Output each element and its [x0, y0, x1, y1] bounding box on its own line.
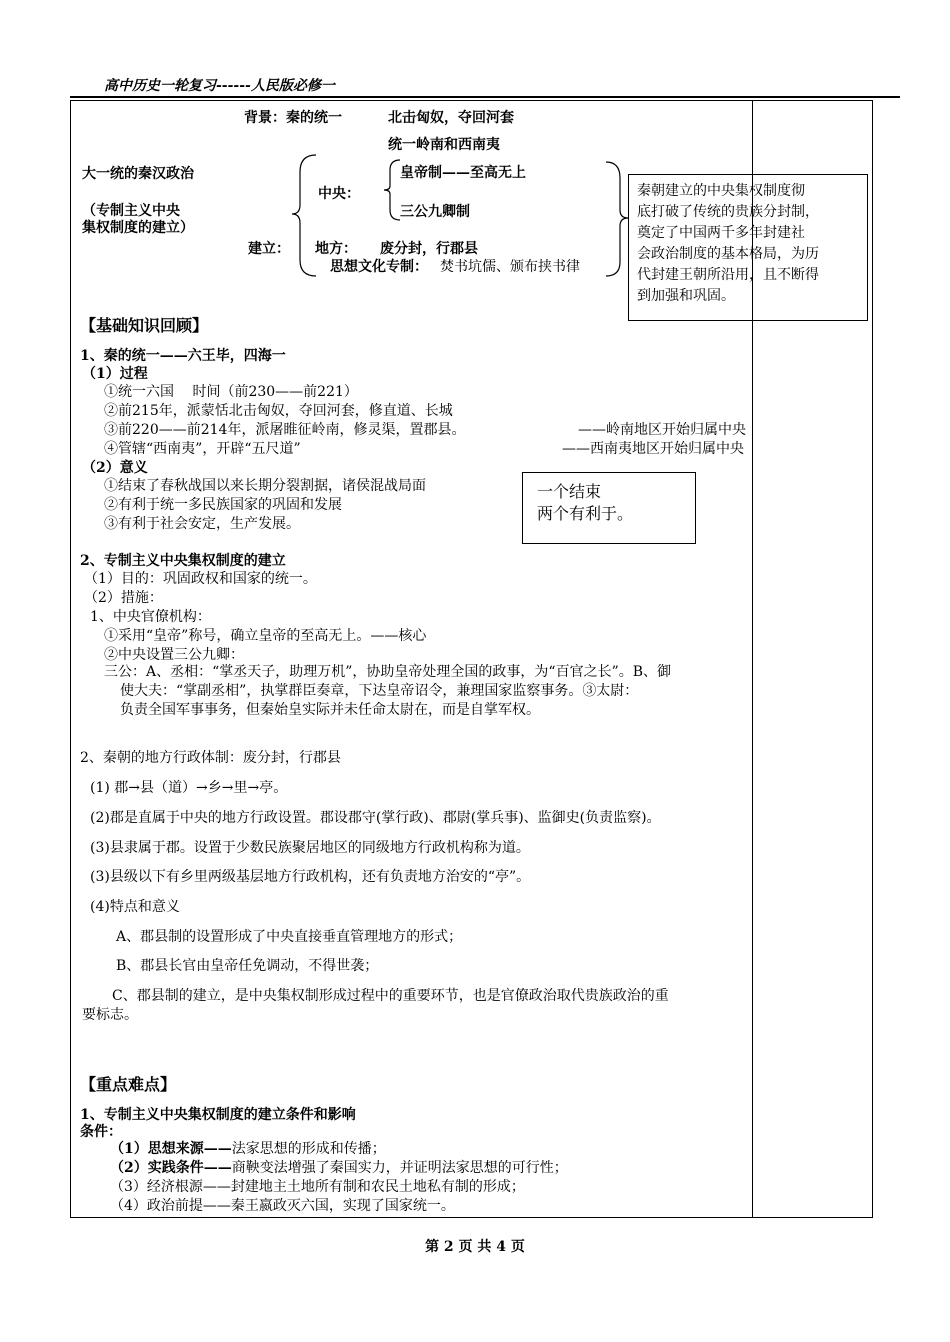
process-item: ②前215年，派蒙恬北击匈奴，夺回河套，修直道、长城: [104, 403, 453, 419]
summary-line: 底打破了传统的贵族分封制，: [637, 204, 819, 220]
establish-label: 建立：: [248, 241, 290, 257]
condition-text: 商鞅变法增强了秦国实力，并证明法家思想的可行性；: [231, 1160, 568, 1176]
diagram-subtitle-line1: （专制主义中央: [82, 203, 180, 219]
significance-item: ②有利于统一多民族国家的巩固和发展: [104, 497, 342, 513]
significance-item: ③有利于社会安定，生产发展。: [104, 516, 300, 532]
summary-box-central-system: [628, 174, 868, 321]
local-label: 地方：: [315, 241, 357, 257]
summary-line: 两个有利于。: [537, 504, 634, 523]
brace-large-left: [292, 155, 316, 276]
central-measure-emperor: ①采用“皇帝”称号，确立皇帝的至高无上。——核心: [104, 628, 427, 644]
process-item: ④管辖“西南夷”，开辟“五尺道”: [104, 441, 301, 457]
process-item: ①统一六国 时间（前230——前221）: [104, 384, 358, 400]
key-question-title: 1、专制主义中央集权制度的建立条件和影响: [80, 1107, 356, 1123]
brace-right: [606, 162, 628, 276]
local-system-feature-cont: 要标志。: [82, 1007, 138, 1023]
condition-text: 法家思想的形成和传播；: [231, 1141, 386, 1157]
local-text: 废分封，行郡县: [380, 241, 478, 257]
condition-item: （3）经济根源——封建地主土地所有制和农民土地私有制的形成；: [110, 1179, 525, 1195]
sangong-description-line: 三公：A、丞相：“掌丞天子，助理万机”，协助皇帝处理全国的政事，为“百官之长”。B、御: [104, 664, 672, 680]
significance-label: （2）意义: [82, 460, 148, 476]
local-system-feature: C、郡县制的建立，是中央集权制形成过程中的重要环节，也是官僚政治取代贵族政治的重: [112, 988, 669, 1004]
question-unification-title: 1、秦的统一——六王毕，四海一: [80, 348, 286, 364]
local-system-item: (3)县隶属于郡。设置于少数民族聚居地区的同级地方行政机构称为道。: [90, 840, 530, 856]
local-system-item: (2)郡是直属于中央的地方行政设置。郡设郡守(掌行政)、郡尉(掌兵事)、监御史(负责监察)。: [90, 810, 661, 826]
diagram-subtitle-line2: 集权制度的建立）: [82, 220, 194, 236]
summary-line: 会政治制度的基本格局，为历: [637, 246, 819, 262]
summary-box-significance: [522, 472, 696, 544]
brace-central: [384, 160, 400, 220]
section2-purpose: （1）目的：巩固政权和国家的统一。: [84, 571, 317, 587]
section-heading-key-points: 【重点难点】: [80, 1075, 177, 1094]
process-note-lingnan: ——岭南地区开始归属中央: [578, 422, 746, 438]
local-system-item: (4)特点和意义: [90, 899, 180, 915]
sangong-description-line: 使大夫：“掌副丞相”，执掌群臣奏章，下达皇帝诏令，兼理国家监察事务。③太尉：: [120, 683, 639, 699]
section2-measures: （2）措施：: [84, 590, 163, 606]
central-item-emperor: 皇帝制——至高无上: [400, 165, 526, 181]
background-item-north: 北击匈奴，夺回河套: [388, 110, 514, 126]
central-measure-sangong: ②中央设置三公九卿：: [104, 647, 244, 663]
summary-line: 到加强和巩固。: [637, 288, 735, 304]
condition-label: （2）实践条件——: [110, 1160, 232, 1176]
page-number: 第 2 页 共 4 页: [425, 1239, 525, 1255]
diagram-main-title: 大一统的秦汉政治: [82, 166, 194, 182]
conditions-label: 条件：: [80, 1124, 122, 1140]
central-label: 中央：: [318, 186, 360, 202]
condition-item: [110, 1138, 386, 1158]
condition-item: （4）政治前提——秦王嬴政灭六国，实现了国家统一。: [110, 1198, 455, 1214]
local-system-item: (1) 郡→县（道）→乡→里→亭。: [90, 780, 288, 796]
condition-label: （1）思想来源——: [110, 1141, 232, 1157]
summary-line: 代封建王朝所沿用，且不断得: [637, 267, 819, 283]
local-system-feature: A、郡县制的设置形成了中央直接垂直管理地方的形式；: [116, 929, 463, 945]
summary-line: 奠定了中国两千多年封建社: [637, 225, 805, 241]
central-bureaucracy-title: 1、中央官僚机构：: [90, 609, 211, 625]
sangong-description-line: 负责全国军事事务，但秦始皇实际并未任命太尉在，而是自掌军权。: [120, 702, 540, 718]
culture-label: 思想文化专制：: [330, 259, 428, 275]
significance-item: ①结束了春秋战国以来长期分裂割据，诸侯混战局面: [104, 478, 426, 494]
summary-line: 秦朝建立的中央集权制度彻: [637, 183, 805, 199]
condition-item: [110, 1157, 568, 1177]
local-system-title: 2、秦朝的地方行政体制：废分封，行郡县: [80, 750, 341, 766]
process-label: （1）过程: [82, 366, 148, 382]
section-heading-basics: 【基础知识回顾】: [80, 316, 209, 335]
summary-line: 一个结束: [537, 482, 602, 501]
culture-text: 焚书坑儒、颁布挟书律: [440, 259, 580, 275]
background-label: 背景：秦的统一: [244, 110, 342, 126]
central-item-sangong: 三公九卿制: [400, 204, 470, 220]
section2-title: 2、专制主义中央集权制度的建立: [80, 553, 286, 569]
local-system-feature: B、郡县长官由皇帝任免调动，不得世袭；: [116, 958, 379, 974]
local-system-item: (3)县级以下有乡里两级基层地方行政机构，还有负责地方治安的“亭”。: [90, 869, 531, 885]
document-header-title: 高中历史一轮复习------人民版必修一: [104, 78, 335, 94]
process-item: ③前220——前214年，派屠睢征岭南，修灵渠，置郡县。: [104, 422, 466, 438]
background-item-south: 统一岭南和西南夷: [388, 137, 500, 153]
process-note-southwest: ——西南夷地区开始归属中央: [562, 441, 744, 457]
